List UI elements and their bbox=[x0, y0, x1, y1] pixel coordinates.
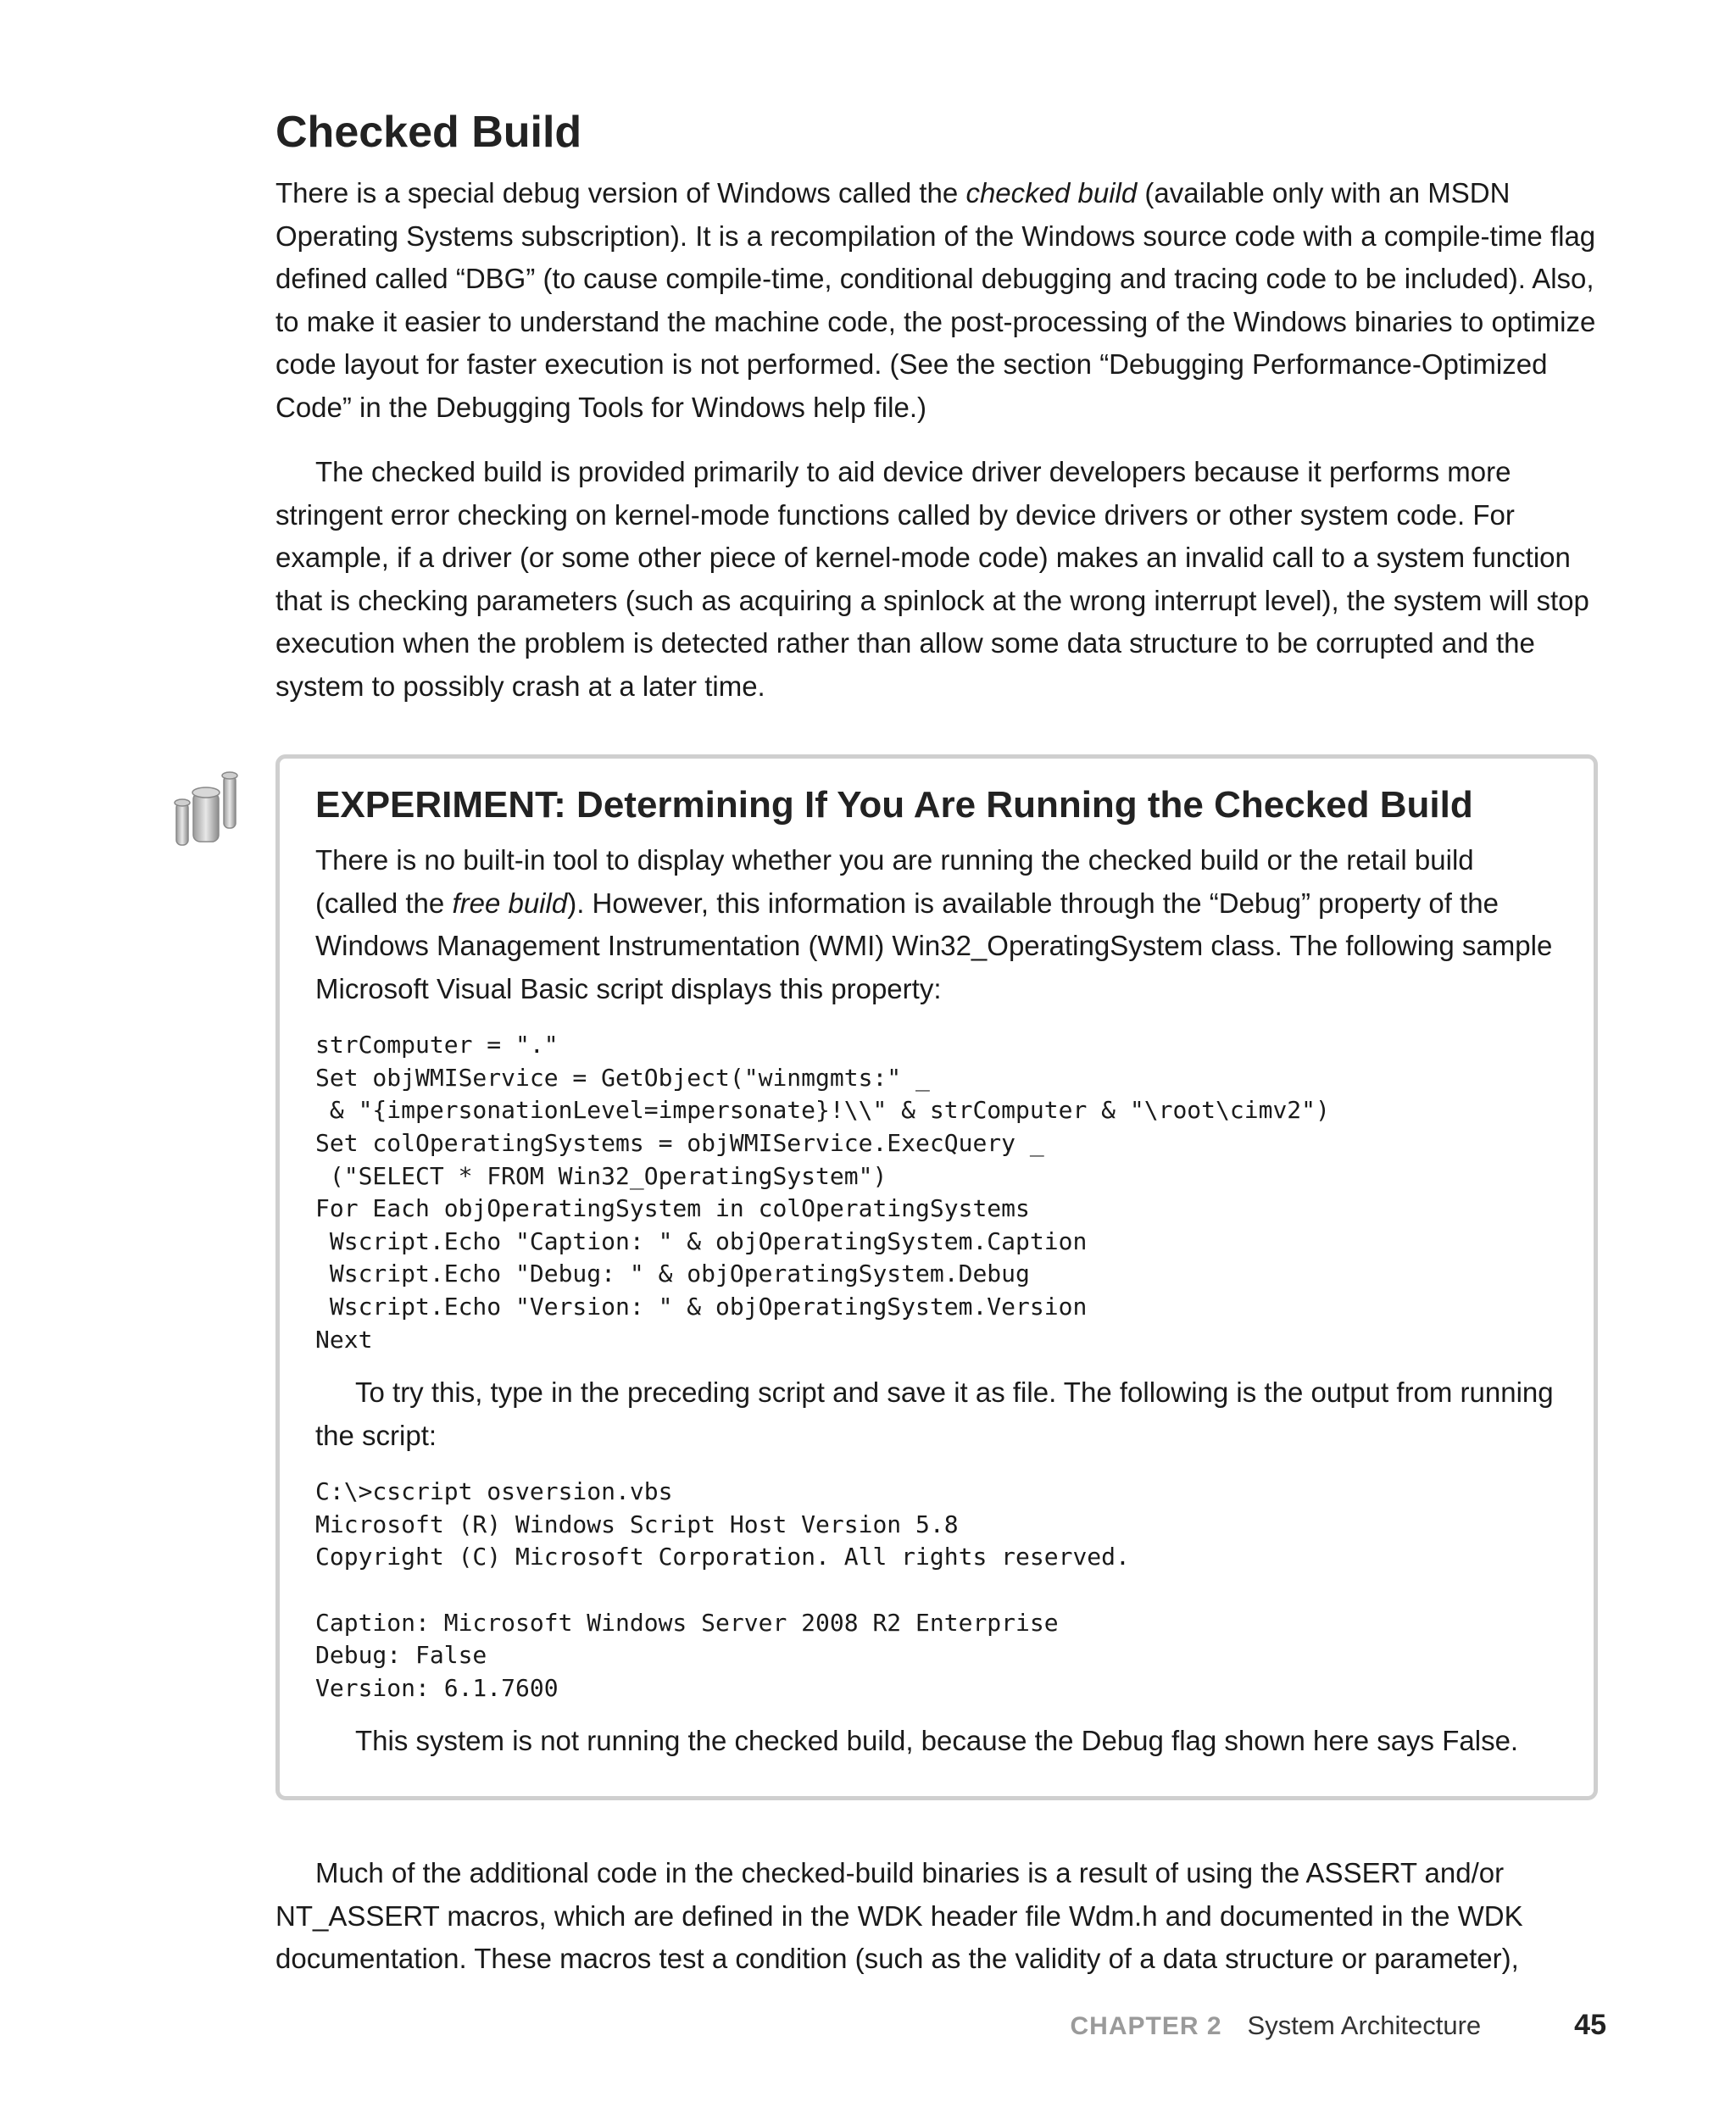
experiment-paragraph-1-emphasis: free build bbox=[452, 887, 568, 919]
script-output: C:\>cscript osversion.vbs Microsoft (R) Windows Script Host Version 5.8 Copyright (C) Microsoft Corporation. All rights reserved. Caption: Microsoft Windows Server 2008 R2 Enterprise Debug: False Version: 6.1.7600 bbox=[315, 1477, 1130, 1702]
section-checked-build bbox=[275, 106, 1606, 708]
paragraph-2: The checked build is provided primarily to aid device driver developers because it performs more stringent error checking on kernel-mode functions called by device drivers or other system code. For example, if a driver (or some other piece of kernel-mode code) makes an invalid call to a system function that is checking parameters (such as acquiring a spinlock at the wrong interrupt level), the system will stop execution when the problem is detected rather than allow some data structure to be corrupted and the system to possibly crash at a later time. bbox=[275, 456, 1589, 702]
experiment-paragraph-1 bbox=[315, 839, 1560, 1010]
paragraph-3: Much of the additional code in the checked-build binaries is a result of using the ASSERT and/or NT_ASSERT macros, which are defined in the WDK header file Wdm.h and documented in the WDK documentation. These macros test a condition (such as the validity of a data structure or parameter), bbox=[275, 1857, 1523, 1974]
vbscript-code: strComputer = "." Set objWMIService = GetObject("winmgmts:" _ & "{impersonationLevel=impersonate}!\\" & strComputer & "\root\cimv2") Set colOperatingSystems = objWMIService.ExecQuery _ ("SELECT * FROM Win32_OperatingSystem") For Each objOperatingSystem in colOperatingSystems Wscript.Echo "Caption: " & objOperatingSystem.Caption Wscript.Echo "Debug: " & objOperatingSystem.Debug Wscript.Echo "Version: " & objOperatingSystem.Version Next bbox=[315, 1031, 1330, 1354]
experiment-paragraph-2: To try this, type in the preceding script and save it as file. The following is the output from running the script: bbox=[315, 1377, 1554, 1451]
paragraph-1-emphasis: checked build bbox=[965, 177, 1138, 209]
chapter-label: CHAPTER 2 bbox=[1070, 2012, 1222, 2040]
section-continued bbox=[275, 1852, 1606, 1981]
experiment-paragraph-1-text-a: There is no built-in tool to display whether you are running the checked build or the retail build (called the bbox=[315, 844, 1474, 919]
paragraph-1-text-a: There is a special debug version of Windows called the bbox=[275, 177, 966, 209]
paragraph-1 bbox=[275, 172, 1606, 429]
page-number: 45 bbox=[1574, 2009, 1606, 2041]
section-title: Checked Build bbox=[275, 108, 582, 157]
experiment-title: EXPERIMENT: Determining If You Are Running the Checked Build bbox=[315, 784, 1473, 826]
lab-flasks-icon bbox=[170, 767, 246, 852]
chapter-title: System Architecture bbox=[1247, 2011, 1482, 2040]
experiment-paragraph-1-text-b: ). However, this information is available through the “Debug” property of the Windows Management Instrumentation (WMI) Win32_OperatingSystem class. The following sample Microsoft Visual Basic script displays this property: bbox=[315, 887, 1553, 1004]
page-footer bbox=[1070, 2009, 1606, 2042]
experiment-box bbox=[275, 754, 1598, 1800]
paragraph-1-text-b: (available only with an MSDN Operating Systems subscription). It is a recompilation of the Windows source code with a compile-time flag defined called “DBG” (to cause compile-time, conditional debugging and tracing code to be included). Also, to make it easier to understand the machine code, the post-processing of the Windows binaries to optimize code layout for faster execution is not performed. (See the section “Debugging Performance-Optimized Code” in the Debugging Tools for Windows help file.) bbox=[275, 177, 1596, 423]
experiment-paragraph-3: This system is not running the checked build, because the Debug flag shown here says False. bbox=[355, 1725, 1519, 1757]
